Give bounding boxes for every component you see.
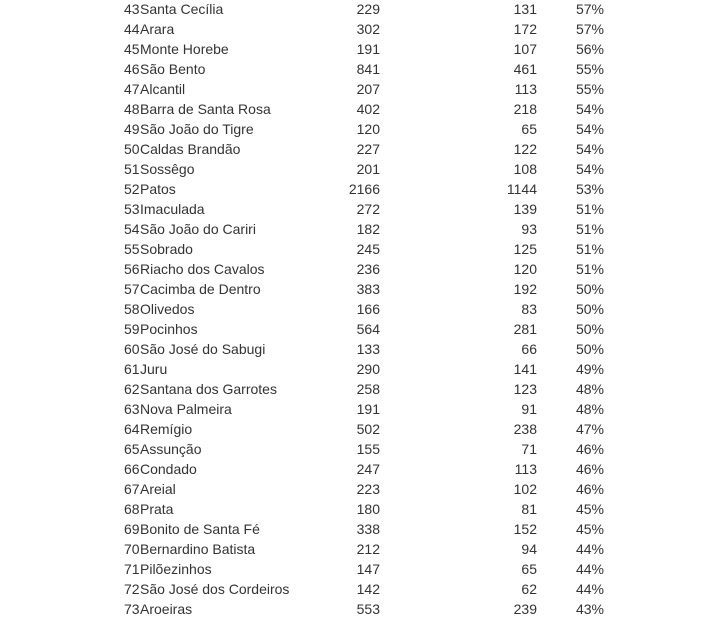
table-row [0, 39, 717, 59]
row-count-value: 239 [513, 601, 537, 617]
row-municipality-name: Remígio [140, 421, 193, 437]
table-row [0, 399, 717, 419]
row-rank: 45 [124, 41, 140, 57]
row-total-value: 223 [356, 481, 380, 497]
row-total-value: 142 [356, 581, 380, 597]
row-percentage: 44% [575, 561, 604, 577]
row-municipality-name: Sossêgo [140, 161, 195, 177]
row-total-value: 191 [356, 401, 380, 417]
row-count-value: 152 [513, 521, 537, 537]
table-row [0, 199, 717, 219]
row-count-value: 131 [513, 1, 537, 17]
row-count-value: 71 [521, 441, 537, 457]
row-percentage: 51% [575, 201, 604, 217]
row-percentage: 55% [575, 81, 604, 97]
row-percentage: 44% [575, 541, 604, 557]
row-municipality-name: Arara [140, 21, 175, 37]
row-percentage: 56% [575, 41, 604, 57]
table-row [0, 219, 717, 239]
row-percentage: 54% [575, 141, 604, 157]
row-rank: 63 [124, 401, 140, 417]
row-percentage: 47% [575, 421, 604, 437]
row-total-value: 166 [356, 301, 380, 317]
row-rank: 58 [124, 301, 140, 317]
row-total-value: 147 [356, 561, 380, 577]
row-municipality-name: Pocinhos [140, 321, 198, 337]
table-row [0, 0, 717, 19]
table-row [0, 259, 717, 279]
row-total-value: 155 [356, 441, 380, 457]
row-total-value: 182 [356, 221, 380, 237]
row-count-value: 461 [513, 61, 537, 77]
row-percentage: 43% [575, 601, 604, 617]
row-rank: 72 [124, 581, 140, 597]
row-rank: 64 [124, 421, 140, 437]
row-rank: 70 [124, 541, 140, 557]
row-municipality-name: Alcantil [140, 81, 186, 97]
row-rank: 51 [124, 161, 140, 177]
row-percentage: 54% [575, 161, 604, 177]
row-total-value: 338 [356, 521, 380, 537]
row-rank: 55 [124, 241, 140, 257]
table-row [0, 539, 717, 559]
row-total-value: 258 [356, 381, 380, 397]
row-percentage: 53% [575, 181, 604, 197]
table-row [0, 159, 717, 179]
table-row [0, 599, 717, 619]
row-total-value: 302 [356, 21, 380, 37]
row-total-value: 502 [356, 421, 380, 437]
row-total-value: 201 [356, 161, 380, 177]
row-count-value: 192 [513, 281, 537, 297]
row-municipality-name: Santana dos Garrotes [140, 381, 277, 397]
row-rank: 48 [124, 101, 140, 117]
table-row [0, 499, 717, 519]
row-municipality-name: Santa Cecília [140, 1, 224, 17]
row-rank: 50 [124, 141, 140, 157]
row-count-value: 113 [514, 81, 537, 97]
row-municipality-name: São João do Tigre [140, 121, 254, 137]
row-municipality-name: Barra de Santa Rosa [140, 101, 271, 117]
row-count-value: 123 [513, 381, 537, 397]
row-count-value: 65 [521, 121, 537, 137]
row-rank: 52 [124, 181, 140, 197]
table-row [0, 119, 717, 139]
row-percentage: 46% [575, 461, 604, 477]
row-municipality-name: Monte Horebe [140, 41, 229, 57]
row-total-value: 247 [356, 461, 380, 477]
row-rank: 69 [124, 521, 140, 537]
table-row [0, 519, 717, 539]
row-municipality-name: Patos [140, 181, 176, 197]
row-percentage: 46% [575, 481, 604, 497]
row-rank: 65 [124, 441, 140, 457]
row-count-value: 172 [513, 21, 537, 37]
row-rank: 54 [124, 221, 140, 237]
row-municipality-name: Juru [140, 361, 168, 377]
row-municipality-name: Nova Palmeira [140, 401, 232, 417]
row-rank: 73 [124, 601, 140, 617]
table-row [0, 359, 717, 379]
table-row [0, 339, 717, 359]
table-row [0, 279, 717, 299]
row-count-value: 66 [521, 341, 537, 357]
row-total-value: 245 [356, 241, 380, 257]
row-percentage: 50% [575, 281, 604, 297]
row-rank: 61 [124, 361, 140, 377]
row-municipality-name: São José do Sabugi [140, 341, 266, 357]
row-municipality-name: São João do Cariri [140, 221, 256, 237]
row-count-value: 139 [513, 201, 537, 217]
row-percentage: 44% [575, 581, 604, 597]
row-municipality-name: Cacimba de Dentro [140, 281, 261, 297]
row-percentage: 51% [575, 221, 604, 237]
row-rank: 56 [124, 261, 140, 277]
table-row [0, 379, 717, 399]
table-row [0, 79, 717, 99]
row-municipality-name: Prata [140, 501, 174, 517]
table-row [0, 59, 717, 79]
table-row [0, 239, 717, 259]
row-count-value: 218 [513, 101, 537, 117]
row-percentage: 50% [575, 301, 604, 317]
row-total-value: 212 [356, 541, 380, 557]
row-total-value: 191 [356, 41, 380, 57]
table-row [0, 19, 717, 39]
row-municipality-name: Olivedos [140, 301, 195, 317]
row-count-value: 93 [521, 221, 537, 237]
row-municipality-name: Pilõezinhos [140, 561, 212, 577]
row-percentage: 57% [575, 21, 604, 37]
row-total-value: 229 [356, 1, 380, 17]
row-rank: 44 [124, 21, 140, 37]
row-percentage: 46% [575, 441, 604, 457]
row-count-value: 107 [513, 41, 537, 57]
row-municipality-name: Bernardino Batista [140, 541, 256, 557]
table-row [0, 99, 717, 119]
row-count-value: 102 [513, 481, 537, 497]
row-municipality-name: São Bento [140, 61, 206, 77]
row-total-value: 841 [356, 61, 380, 77]
row-count-value: 83 [521, 301, 537, 317]
row-municipality-name: Areial [140, 481, 176, 497]
row-municipality-name: Riacho dos Cavalos [140, 261, 265, 277]
row-count-value: 113 [514, 461, 537, 477]
row-count-value: 281 [513, 321, 537, 337]
row-percentage: 51% [575, 241, 604, 257]
row-total-value: 133 [356, 341, 380, 357]
row-total-value: 272 [356, 201, 380, 217]
row-municipality-name: Sobrado [140, 241, 193, 257]
row-percentage: 50% [575, 321, 604, 337]
table-row [0, 579, 717, 599]
row-count-value: 65 [521, 561, 537, 577]
row-municipality-name: Aroeiras [140, 601, 193, 617]
row-municipality-name: Caldas Brandão [140, 141, 241, 157]
row-count-value: 122 [513, 141, 537, 157]
row-percentage: 45% [575, 521, 604, 537]
row-percentage: 48% [575, 401, 604, 417]
row-municipality-name: Bonito de Santa Fé [140, 521, 260, 537]
row-percentage: 50% [575, 341, 604, 357]
table-row [0, 319, 717, 339]
table-row [0, 179, 717, 199]
table-row [0, 439, 717, 459]
row-total-value: 553 [356, 601, 380, 617]
row-total-value: 2166 [348, 181, 380, 197]
row-percentage: 54% [575, 101, 604, 117]
row-rank: 59 [124, 321, 140, 337]
row-rank: 71 [124, 561, 140, 577]
row-count-value: 238 [513, 421, 537, 437]
row-rank: 67 [124, 481, 140, 497]
row-percentage: 54% [575, 121, 604, 137]
row-rank: 57 [124, 281, 140, 297]
row-total-value: 383 [356, 281, 380, 297]
row-total-value: 290 [356, 361, 380, 377]
row-rank: 62 [124, 381, 140, 397]
row-rank: 53 [124, 201, 140, 217]
row-percentage: 48% [575, 381, 604, 397]
row-percentage: 49% [575, 361, 604, 377]
row-count-value: 94 [521, 541, 537, 557]
row-percentage: 51% [575, 261, 604, 277]
row-count-value: 108 [513, 161, 537, 177]
row-percentage: 57% [575, 1, 604, 17]
table-row [0, 479, 717, 499]
table-row [0, 419, 717, 439]
table-row [0, 299, 717, 319]
row-percentage: 45% [575, 501, 604, 517]
row-total-value: 120 [356, 121, 380, 137]
row-total-value: 227 [356, 141, 380, 157]
row-rank: 46 [124, 61, 140, 77]
table-row [0, 559, 717, 579]
row-count-value: 125 [513, 241, 537, 257]
row-percentage: 55% [575, 61, 604, 77]
row-total-value: 236 [356, 261, 380, 277]
row-count-value: 81 [521, 501, 537, 517]
row-rank: 43 [124, 1, 140, 17]
row-total-value: 207 [356, 81, 380, 97]
row-municipality-name: Condado [140, 461, 197, 477]
row-count-value: 120 [513, 261, 537, 277]
row-rank: 68 [124, 501, 140, 517]
row-municipality-name: Imaculada [140, 201, 205, 217]
row-total-value: 564 [356, 321, 380, 337]
row-count-value: 91 [521, 401, 537, 417]
row-rank: 47 [124, 81, 140, 97]
row-count-value: 1144 [506, 181, 537, 197]
row-count-value: 62 [521, 581, 537, 597]
row-rank: 60 [124, 341, 140, 357]
row-count-value: 141 [513, 361, 537, 377]
row-rank: 49 [124, 121, 140, 137]
row-total-value: 180 [356, 501, 380, 517]
table-row [0, 459, 717, 479]
row-municipality-name: Assunção [140, 441, 202, 457]
row-municipality-name: São José dos Cordeiros [140, 581, 290, 597]
table-row [0, 139, 717, 159]
row-rank: 66 [124, 461, 140, 477]
row-total-value: 402 [356, 101, 380, 117]
